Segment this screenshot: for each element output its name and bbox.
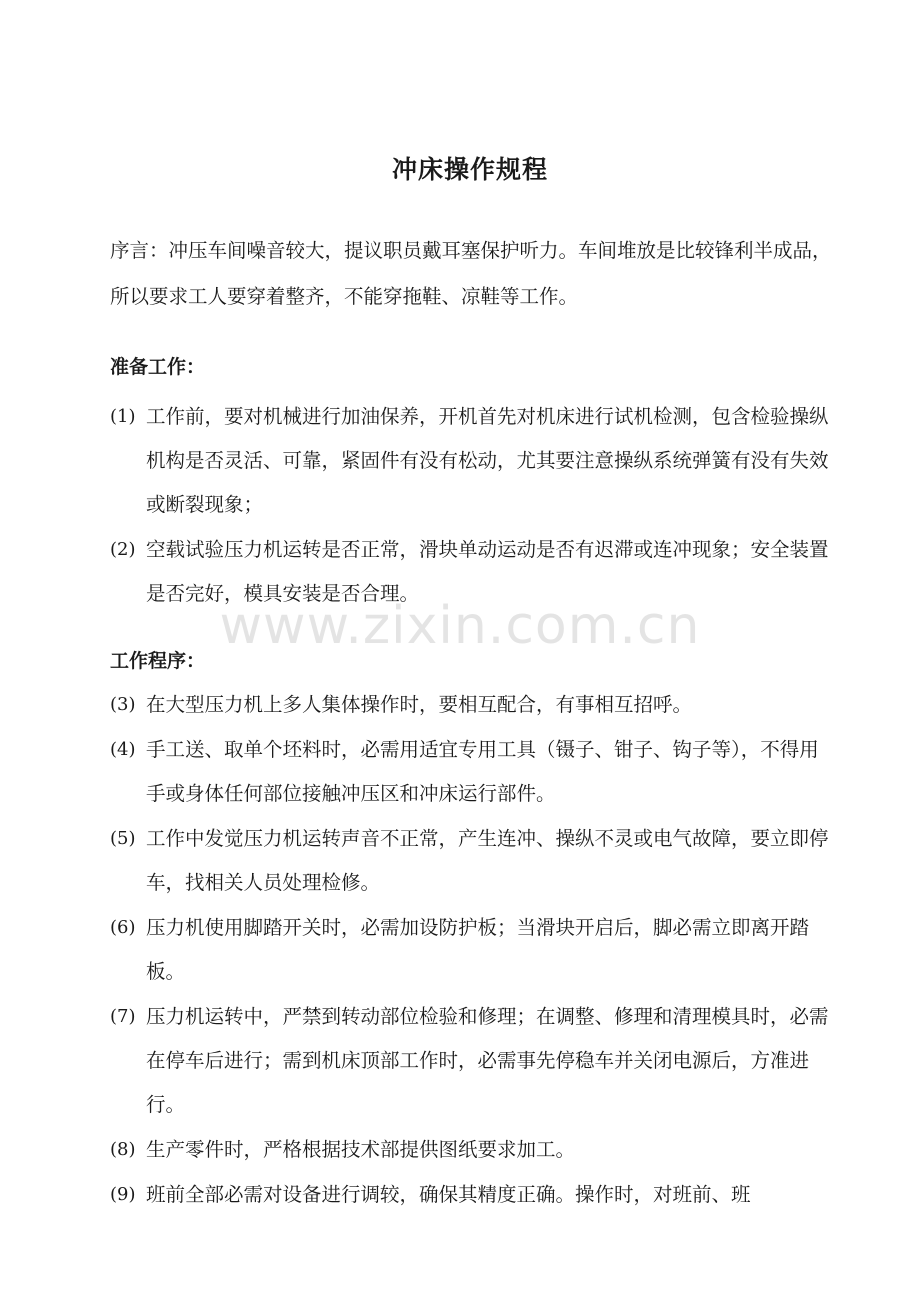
item-text: 手工送、取单个坯料时，必需用适宜专用工具（镊子、钳子、钩子等），不得用手或身体任何部位接触冲压区和冲床运行部件。 xyxy=(146,738,819,805)
watermark: www.zixin.com.cn xyxy=(219,596,701,656)
item-number: (3) xyxy=(110,694,136,715)
preface-paragraph: 序言：冲压车间噪音较大，提议职员戴耳塞保护听力。车间堆放是比较锋利半成品，所以要求工人要穿着整齐，不能穿拖鞋、凉鞋等工作。 xyxy=(110,239,832,308)
item-number: (6) xyxy=(110,917,136,938)
list-item xyxy=(110,728,834,816)
item-number: (7) xyxy=(110,1006,136,1027)
preparation-list xyxy=(110,395,834,617)
item-number: (9) xyxy=(110,1184,136,1205)
item-text: 压力机运转中，严禁到转动部位检验和修理；在调整、修理和清理模具时，必需在停车后进行；需到机床顶部工作时，必需事先停稳车并关闭电源后，方准进行。 xyxy=(146,1005,829,1116)
section-heading-preparation: 准备工作： xyxy=(110,356,206,378)
section-heading-procedure: 工作程序： xyxy=(110,650,206,672)
item-text: 工作前，要对机械进行加油保养，开机首先对机床进行试机检测，包含检验操纵机构是否灵活、可靠，紧固件有没有松动，尤其要注意操纵系统弹簧有没有失效或断裂现象； xyxy=(146,405,829,516)
item-text: 班前全部必需对设备进行调较，确保其精度正确。操作时，对班前、班 xyxy=(146,1183,751,1206)
item-text: 在大型压力机上多人集体操作时，要相互配合，有事相互招呼。 xyxy=(146,693,693,716)
item-number: (5) xyxy=(110,828,136,849)
list-item xyxy=(110,1173,834,1217)
list-item xyxy=(110,817,834,905)
list-item xyxy=(110,995,834,1127)
list-item xyxy=(110,395,834,527)
item-number: (4) xyxy=(110,739,136,760)
item-number: (8) xyxy=(110,1139,136,1160)
item-text: 生产零件时，严格根据技术部提供图纸要求加工。 xyxy=(146,1138,576,1161)
list-item xyxy=(110,1128,834,1172)
list-item xyxy=(110,906,834,994)
procedure-list xyxy=(110,683,834,1218)
item-text: 空载试验压力机运转是否正常，滑块单动运动是否有迟滞或连冲现象；安全装置是否完好，模具安装是否合理。 xyxy=(146,538,829,605)
list-item xyxy=(110,683,834,727)
item-text: 工作中发觉压力机运转声音不正常，产生连冲、操纵不灵或电气故障，要立即停车，找相关人员处理检修。 xyxy=(146,827,829,894)
item-text: 压力机使用脚踏开关时，必需加设防护板；当滑块开启后，脚必需立即离开踏板。 xyxy=(146,916,810,983)
item-number: (1) xyxy=(110,406,136,427)
list-item xyxy=(110,528,834,616)
item-number: (2) xyxy=(110,539,136,560)
document-title: 冲床操作规程 xyxy=(391,155,548,184)
